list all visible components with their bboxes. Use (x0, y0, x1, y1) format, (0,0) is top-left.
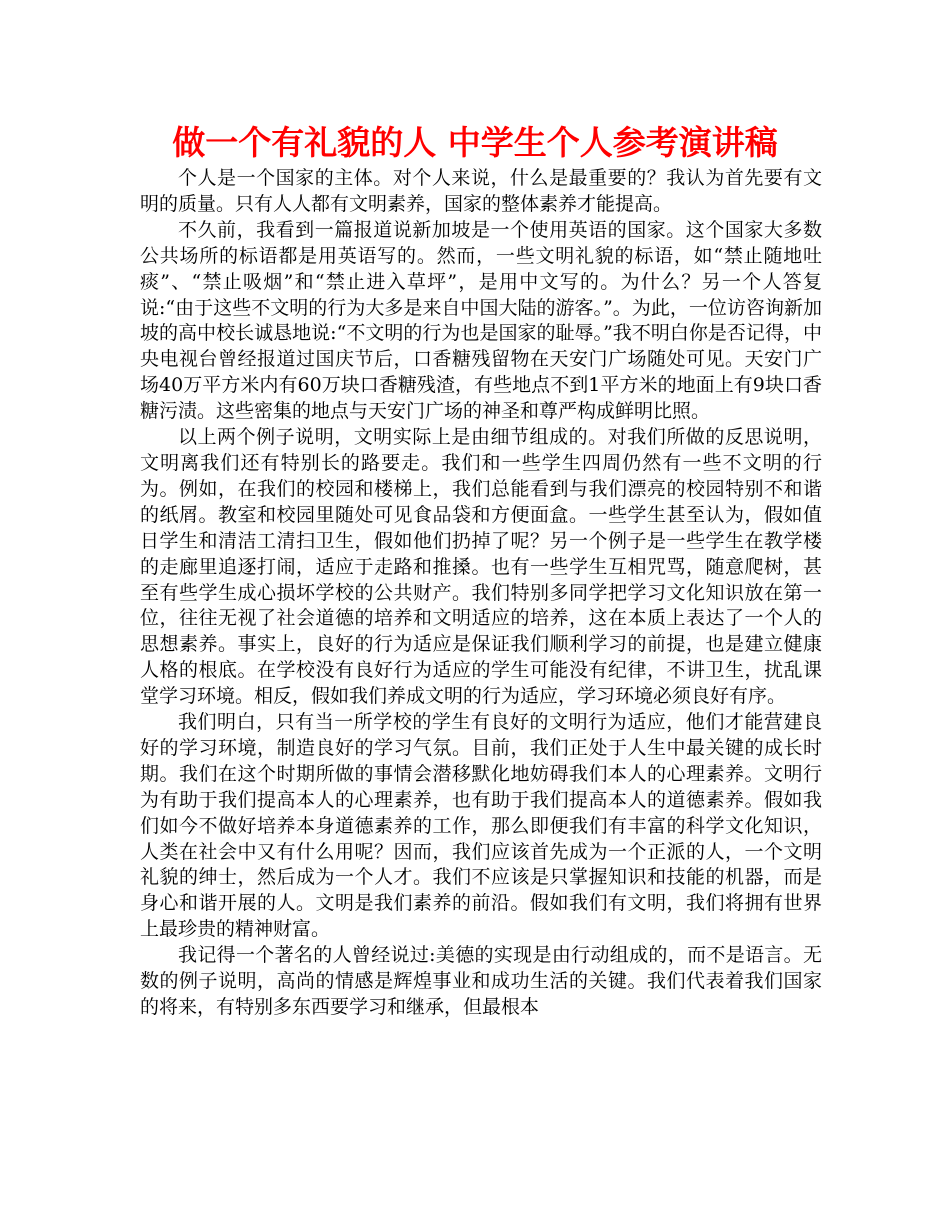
paragraph: 我记得一个著名的人曾经说过:美德的实现是由行动组成的，而不是语言。无数的例子说明，高尚的情感是辉煌事业和成功生活的关键。我们代表着我们国家的将来，有特别多东西要学习和继承，但最根本 (140, 944, 822, 1018)
paragraph: 不久前，我看到一篇报道说新加坡是一个使用英语的国家。这个国家大多数公共场所的标语都是用英语写的。然而，一些文明礼貌的标语，如“禁止随地吐痰”、“禁止吸烟”和“禁止进入草坪”，是用中文写的。为什么？另一个人答复说:“由于这些不文明的行为大多是来自中国大陆的游客。”。为此，一位访咨询新加坡的高中校长诚恳地说:“不文明的行为也是国家的耻辱。”我不明白你是否记得，中央电视台曾经报道过国庆节后，口香糖残留物在天安门广场随处可见。天安门广场40万平方米内有60万块口香糖残渣，有些地点不到1平方米的地面上有9块口香糖污渍。这些密集的地点与天安门广场的神圣和尊严构成鲜明比照。 (140, 218, 822, 423)
document-body (140, 166, 822, 1126)
document-title: 做一个有礼貌的人 中学生个人参考演讲稿 (172, 123, 778, 162)
paragraph: 我们明白，只有当一所学校的学生有良好的文明行为适应，他们才能营建良好的学习环境，制造良好的学习气氛。目前，我们正处于人生中最关键的成长时期。我们在这个时期所做的事情会潜移默化地妨碍我们本人的心理素养。文明行为有助于我们提高本人的心理素养，也有助于我们提高本人的道德素养。假如我们如今不做好培养本身道德素养的工作，那么即便我们有丰富的科学文化知识，人类在社会中又有什么用呢？因而，我们应该首先成为一个正派的人，一个文明礼貌的绅士，然后成为一个人才。我们不应该是只掌握知识和技能的机器，而是身心和谐开展的人。文明是我们素养的前沿。假如我们有文明，我们将拥有世界上最珍贵的精神财富。 (140, 711, 822, 941)
paragraph: 个人是一个国家的主体。对个人来说，什么是最重要的？我认为首先要有文明的质量。只有人人都有文明素养，国家的整体素养才能提高。 (140, 167, 822, 215)
paragraph: 以上两个例子说明，文明实际上是由细节组成的。对我们所做的反思说明，文明离我们还有特别长的路要走。我们和一些学生四周仍然有一些不文明的行为。例如，在我们的校园和楼梯上，我们总能看到与我们漂亮的校园特别不和谐的纸屑。教室和校园里随处可见食品袋和方便面盒。一些学生甚至认为，假如值日学生和清洁工清扫卫生，假如他们扔掉了呢？另一个例子是一些学生在教学楼的走廊里追逐打闹，适应于走路和推搡。也有一些学生互相咒骂，随意爬树，甚至有些学生成心损坏学校的公共财产。我们特别多同学把学习文化知识放在第一位，往往无视了社会道德的培养和文明适应的培养，这在本质上表达了一个人的思想素养。事实上，良好的行为适应是保证我们顺利学习的前提，也是建立健康人格的根底。在学校没有良好行为适应的学生可能没有纪律，不讲卫生，扰乱课堂学习环境。相反，假如我们养成文明的行为适应，学习环境必须良好有序。 (140, 426, 822, 708)
